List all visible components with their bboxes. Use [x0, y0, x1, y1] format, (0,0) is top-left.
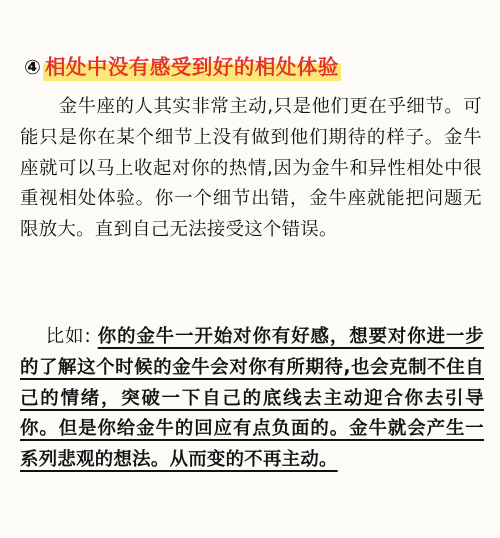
body-paragraph-1: 金牛座的人其实非常主动,只是他们更在乎细节。可能只是你在某个细节上没有做到他们期待的样子。金牛座就可以马上收起对你的热情,因为金牛和异性相处中很重视相处体验。你一个细节出错，金牛座就能把问题无限放大。直到自己无法接受这个错误。 — [20, 96, 482, 241]
section-number: ④ — [24, 55, 41, 79]
body-paragraph-2 — [20, 322, 484, 476]
example-emphasis-text: 你的金牛一开始对你有好感，想要对你进一步的了解这个时候的金牛会对你有所期待,也会克制不住自己的情绪，突破一下自己的底线去主动迎合你去引导你。但是你给金牛的回应有点负面的。金牛就会产生一系列悲观的想法。从而变的不再主动。 — [20, 326, 484, 471]
section-heading — [24, 50, 341, 84]
section-title: 相处中没有感受到好的相处体验 — [44, 55, 339, 80]
example-lead: 比如: — [45, 326, 98, 347]
